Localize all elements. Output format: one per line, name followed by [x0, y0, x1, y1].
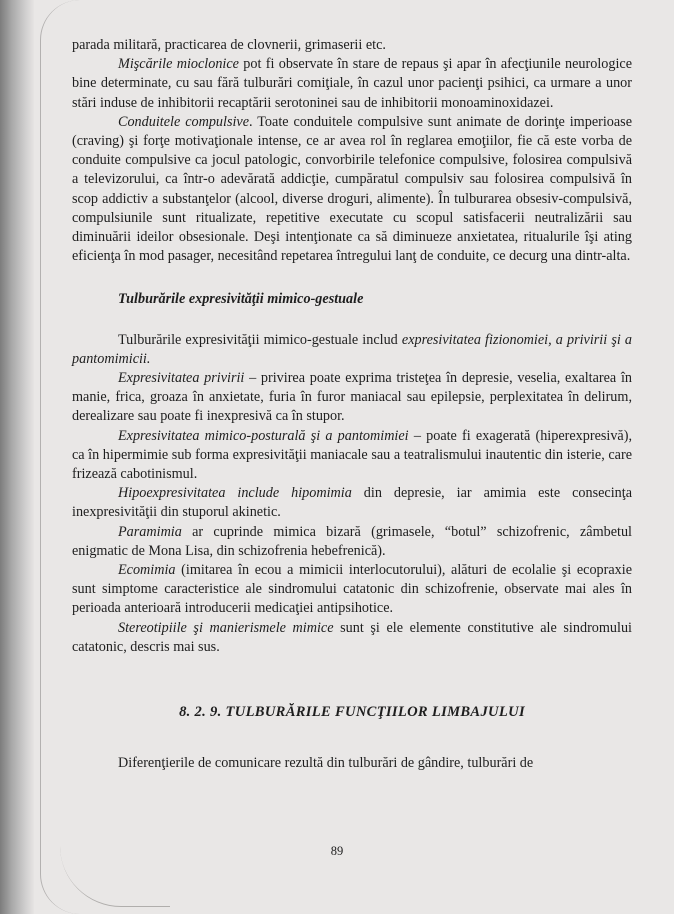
paragraph-9: Ecomimia (imitarea în ecou a mimicii interlocutorului), alături de ecolalie şi ecopraxie sunt simptome caracteristice ale sindromului catatonic din schizofrenie, observate mai ales în perioada anterioară introducerii medicaţiei antipsihotice. — [72, 562, 632, 617]
section-subheading: Tulburările expresivităţii mimico-gestuale — [118, 291, 364, 308]
paragraph-8: Paramimia ar cuprinde mimica bizară (grimasele, “botul” schizofrenic, zâmbetul enigmatic de Mona Lisa, din schizofrenia hebefrenică). — [72, 523, 632, 559]
paragraph-6: Expresivitatea mimico-posturală şi a pantomimiei – poate fi exagerată (hiperexpresivă), ca în hipermimie sub forma expresivităţii maniacale sau a teatralismului inautentic din isterie, care frizează cabotinismul. — [72, 427, 632, 483]
book-spine-shadow — [0, 0, 34, 914]
page-number: 89 — [330, 844, 344, 858]
chapter-heading: 8. 2. 9. TULBURĂRILE FUNCŢIILOR LIMBAJULUI — [179, 704, 525, 721]
paragraph-10: Stereotipiile şi manierismele mimice sunt şi ele elemente constitutive ale sindromului catatonic, descris mai sus. — [72, 619, 632, 655]
paragraph-1: parada militară, practicarea de clovnerii, grimaserii etc. — [72, 37, 386, 53]
paragraph-7: Hipoexpresivitatea include hipomimia din depresie, iar amimia este consecinţa inexpresivităţii din stuporul akinetic. — [72, 485, 632, 521]
paragraph-11: Diferenţierile de comunicare rezultă din tulburări de gândire, tulburări de — [118, 755, 534, 772]
paragraph-4: Tulburările expresivităţii mimico-gestuale includ expresivitatea fizionomiei, a privirii şi a pantomimicii. — [72, 331, 632, 367]
paragraph-3: Conduitele compulsive. Toate conduitele compulsive sunt animate de dorinţe imperioase (craving) şi forţe motivaţionale intense, ce ar avea rol în reglarea emoţiilor, fie că este vorba de conduite compulsive ca jocul patologic, convorbirile telefonice compulsive, folosirea compulsivă a televizorului, ca într-o adevărată addicţie, cumpăratul compulsiv sau folosirea compulsivă în scop addictiv a substanţelor (alcool, diverse droguri, alimente). În tulburarea obsesiv-compulsivă, compulsiunile sunt ritualizate, repetitive executate cu scopul satisfacerii neutralizării sau diminuării ideilor obsesionale. Deşi intenţionate ca să diminueze anxietatea, ritualurile îşi ating eficienţa în mod pasager, necesitând repetarea întregului lanţ de conduite, ce decurg una dintr-alta. — [72, 113, 632, 265]
paragraph-2: Mişcările mioclonice pot fi observate în stare de repaus şi apar în afecţiunile neurologice bine determinate, cu sau fără tulburări comiţiale, în cazul unor pacienţi psihici, ca urmare a unor stări induse de inhibitorii recaptării serotoninei sau de inhibitorii monoaminoxidazei. — [72, 56, 632, 111]
paragraph-5: Expresivitatea privirii – privirea poate exprima tristeţea în depresie, veselia, exaltarea în manie, frica, groaza în anxietate, furia în furor maniacal sau epilepsie, perplexitatea în delirum, derealizare sau poate fi inexpresivă ca în stupor. — [72, 370, 633, 425]
book-page-text — [72, 36, 632, 774]
